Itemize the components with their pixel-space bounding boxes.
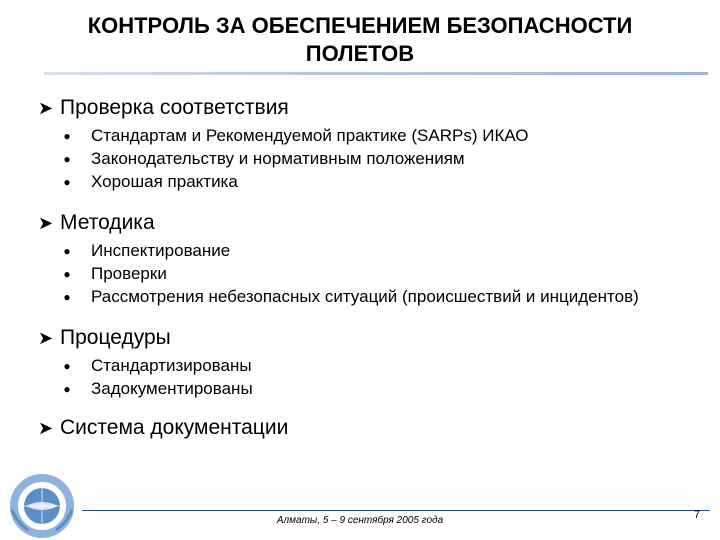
list-item: [38, 379, 698, 399]
section-heading-label: Методика: [60, 211, 155, 234]
section-heading: [38, 414, 698, 442]
page-number: 7: [693, 509, 700, 521]
arrow-bullet-icon: ➤: [38, 328, 54, 348]
footer-divider: [82, 510, 710, 511]
bullet-dot-icon: ●: [63, 244, 71, 258]
section-compliance: [38, 94, 698, 192]
list-item: [38, 287, 698, 307]
icao-logo-icon: [6, 474, 78, 538]
section-heading-label: Проверка соответствия: [60, 96, 289, 119]
section-heading-label: Процедуры: [60, 326, 171, 349]
list-item-text: Стандартам и Рекомендуемой практике (SARPs) ИКАО: [91, 126, 529, 145]
bullet-dot-icon: ●: [63, 290, 71, 304]
list-item-text: Стандартизированы: [91, 356, 252, 375]
slide-content: [38, 94, 698, 442]
section-methodology: [38, 209, 698, 307]
section-documentation: [38, 414, 698, 442]
bullet-dot-icon: ●: [63, 129, 71, 143]
list-item: [38, 126, 698, 146]
slide-title: [0, 12, 720, 68]
list-item-text: Инспектирование: [91, 241, 231, 260]
list-item-text: Задокументированы: [91, 379, 253, 398]
bullet-dot-icon: ●: [63, 382, 71, 396]
list-item-text: Проверки: [91, 264, 167, 283]
section-heading: [38, 209, 698, 237]
bullet-dot-icon: ●: [63, 267, 71, 281]
bullet-list: [38, 241, 698, 307]
bullet-dot-icon: ●: [63, 152, 71, 166]
list-item: [38, 356, 698, 376]
arrow-bullet-icon: ➤: [38, 98, 54, 118]
bullet-list: [38, 126, 698, 192]
section-heading: [38, 94, 698, 122]
list-item: [38, 172, 698, 192]
list-item: [38, 264, 698, 284]
arrow-bullet-icon: ➤: [38, 418, 54, 438]
section-procedures: [38, 324, 698, 399]
list-item-text: Законодательству и нормативным положениям: [91, 149, 465, 168]
title-divider: [44, 72, 708, 75]
list-item-text: Хорошая практика: [91, 172, 238, 191]
list-item-text: Рассмотрения небезопасных ситуаций (происшествий и инцидентов): [91, 287, 639, 306]
section-heading: [38, 324, 698, 352]
title-line-1: КОНТРОЛЬ ЗА ОБЕСПЕЧЕНИЕМ БЕЗОПАСНОСТИ: [87, 13, 633, 38]
title-line-2: ПОЛЕТОВ: [305, 41, 415, 66]
bullet-dot-icon: ●: [63, 359, 71, 373]
bullet-list: [38, 356, 698, 399]
arrow-bullet-icon: ➤: [38, 213, 54, 233]
list-item: [38, 241, 698, 261]
footer-text: Алматы, 5 – 9 сентября 2005 года: [276, 515, 444, 526]
bullet-dot-icon: ●: [63, 175, 71, 189]
section-heading-label: Система документации: [60, 416, 289, 439]
list-item: [38, 149, 698, 169]
